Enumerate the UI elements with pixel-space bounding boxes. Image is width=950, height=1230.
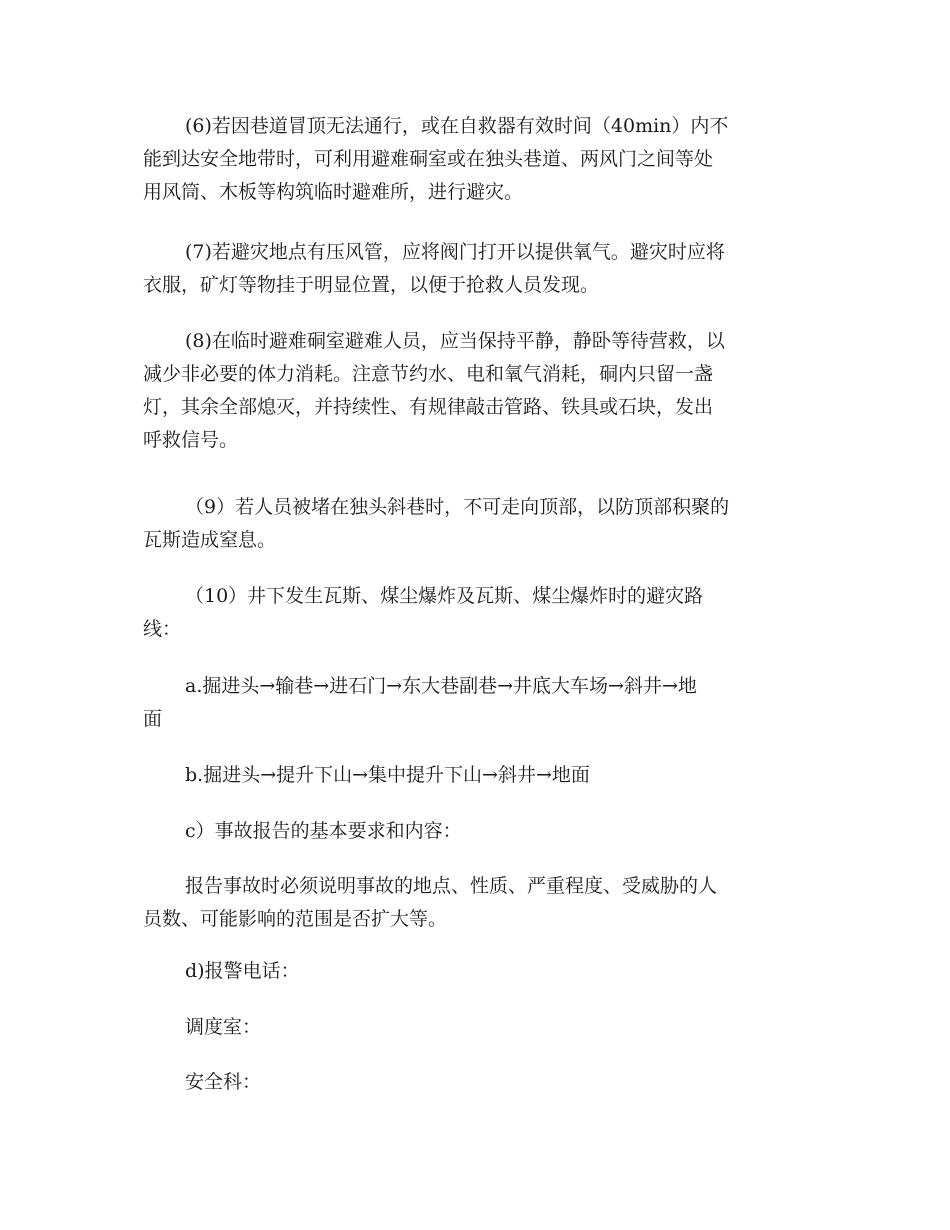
report-requirements xyxy=(143,870,805,936)
text-line: 呼救信号。 xyxy=(143,429,239,451)
safety-dept-phone xyxy=(143,1066,805,1099)
route-b xyxy=(143,759,805,792)
section-c-heading xyxy=(143,815,805,848)
text-line: 衣服，矿灯等物挂于明显位置，以便于抢救人员发现。 xyxy=(143,274,600,296)
text-line: b.掘进头→提升下山→集中提升下山→斜井→地面 xyxy=(185,764,590,786)
dispatch-room-phone xyxy=(143,1011,805,1044)
text-line: (7)若避灾地点有压风管，应将阀门打开以提供氧气。避灾时应将 xyxy=(185,241,725,263)
section-d-heading xyxy=(143,955,805,988)
text-line: 灯，其余全部熄灭，并持续性、有规律敲击管路、铁具或石块，发出 xyxy=(143,396,714,418)
route-a xyxy=(143,670,805,736)
text-line: 减少非必要的体力消耗。注意节约水、电和氧气消耗，硐内只留一盏 xyxy=(143,363,714,385)
paragraph-6 xyxy=(143,110,805,209)
text-line: （9）若人员被堵在独头斜巷时，不可走向顶部，以防顶部积聚的 xyxy=(185,496,730,518)
text-line: a.掘进头→输巷→进石门→东大巷副巷→井底大车场→斜井→地 xyxy=(185,675,697,697)
text-line: 能到达安全地带时，可利用避难硐室或在独头巷道、两风门之间等处 xyxy=(143,148,714,170)
text-line: d)报警电话： xyxy=(185,960,300,982)
text-line: 用风筒、木板等构筑临时避难所，进行避灾。 xyxy=(143,181,524,203)
text-line: 员数、可能影响的范围是否扩大等。 xyxy=(143,908,448,930)
text-line: (8)在临时避难硐室避难人员，应当保持平静，静卧等待营救，以 xyxy=(185,330,725,352)
text-line: c）事故报告的基本要求和内容： xyxy=(185,820,462,842)
paragraph-8 xyxy=(143,325,805,457)
text-line: 瓦斯造成窒息。 xyxy=(143,529,277,551)
text-line: 面 xyxy=(143,708,163,730)
paragraph-10 xyxy=(143,580,805,646)
text-line: （10）井下发生瓦斯、煤尘爆炸及瓦斯、煤尘爆炸时的避灾路 xyxy=(185,585,704,607)
paragraph-9 xyxy=(143,491,805,557)
text-line: 调度室： xyxy=(185,1016,262,1038)
text-line: 安全科： xyxy=(185,1071,262,1093)
text-line: 报告事故时必须说明事故的地点、性质、严重程度、受威胁的人 xyxy=(185,875,718,897)
text-line: 线： xyxy=(143,618,182,640)
paragraph-7 xyxy=(143,236,805,302)
text-line: (6)若因巷道冒顶无法通行，或在自救器有效时间（40min）内不 xyxy=(185,115,729,137)
